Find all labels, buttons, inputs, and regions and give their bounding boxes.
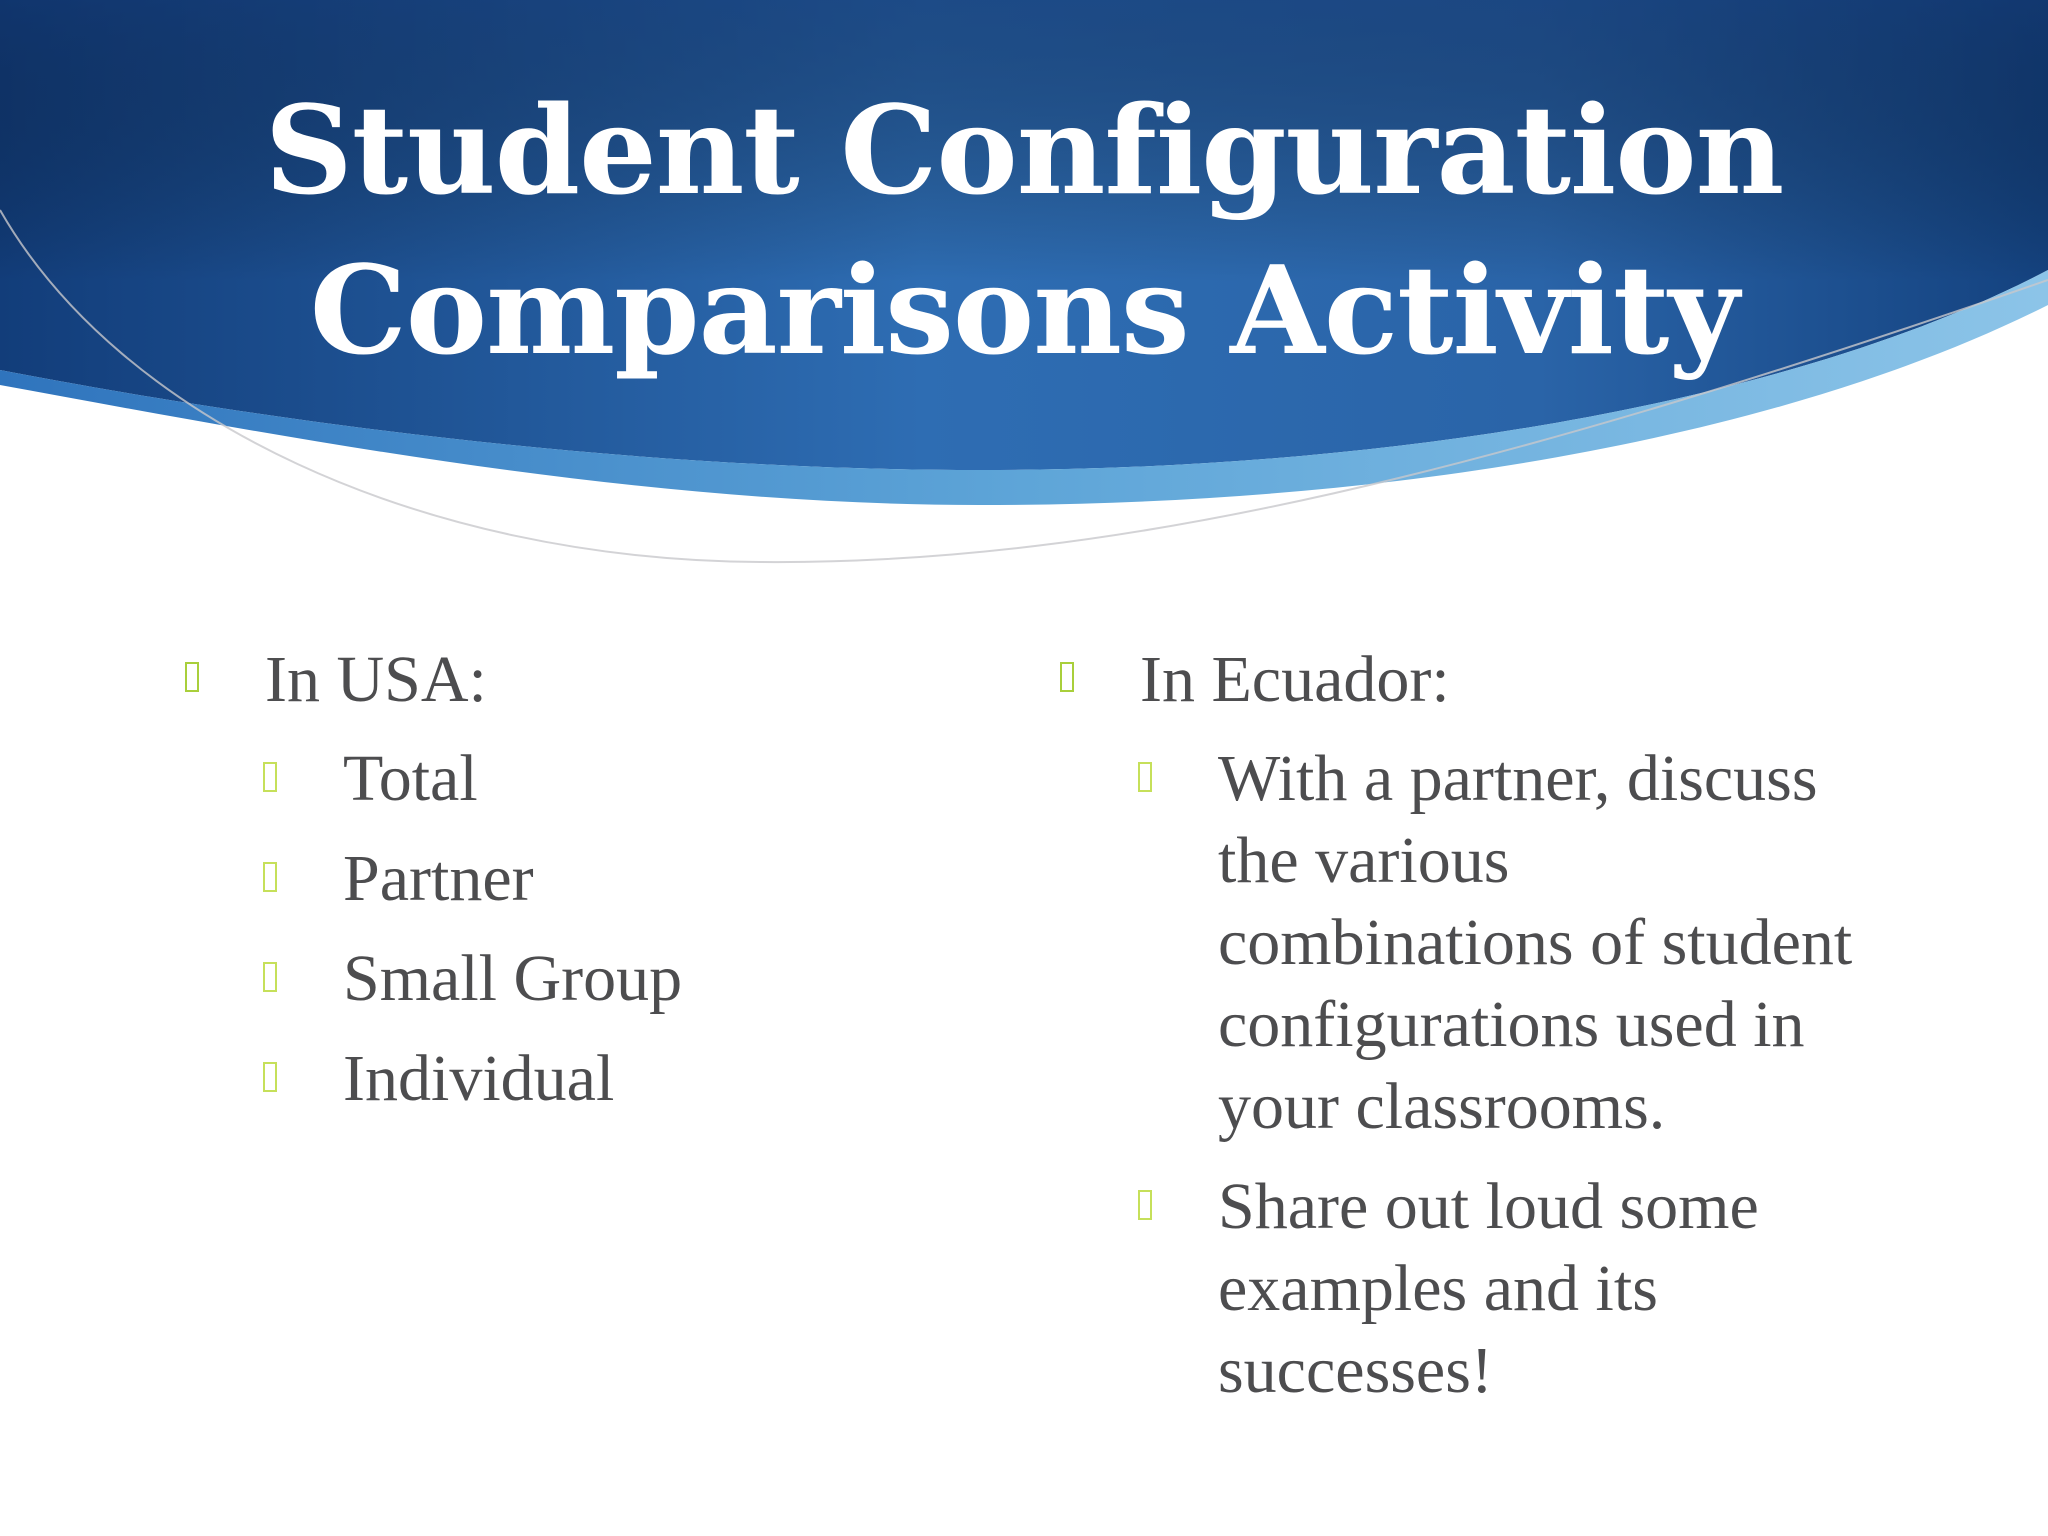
bullet-icon xyxy=(1138,762,1152,792)
right-heading-item xyxy=(1060,640,1960,720)
bullet-icon xyxy=(263,1062,277,1092)
list-item-text: Total xyxy=(343,742,478,815)
list-item-text: Individual xyxy=(343,1042,615,1115)
list-item-text: With a partner, discuss the various combinations of student configurations used in your classrooms. xyxy=(1218,742,1853,1143)
list-item-text: Small Group xyxy=(343,942,683,1015)
bullet-icon xyxy=(1138,1190,1152,1220)
left-heading-item xyxy=(185,640,965,720)
bullet-icon xyxy=(263,862,277,892)
left-column xyxy=(185,640,965,1120)
right-heading: In Ecuador: xyxy=(1140,643,1450,716)
list-item-text: Share out loud some examples and its successes! xyxy=(1218,1170,1759,1407)
right-column xyxy=(1060,640,1960,1412)
bullet-icon xyxy=(1060,662,1074,692)
list-item xyxy=(263,1038,965,1120)
list-item xyxy=(263,838,965,920)
bullet-icon xyxy=(263,962,277,992)
left-heading: In USA: xyxy=(265,643,487,716)
title-line-1: Student Configuration xyxy=(264,78,1784,222)
list-item xyxy=(263,738,965,820)
list-item xyxy=(263,938,965,1020)
bullet-icon xyxy=(185,662,199,692)
list-item xyxy=(1138,1166,1838,1412)
list-item-text: Partner xyxy=(343,842,534,915)
list-item xyxy=(1138,738,1858,1148)
slide-title xyxy=(0,70,2048,390)
title-line-2: Comparisons Activity xyxy=(309,238,1739,382)
bullet-icon xyxy=(263,762,277,792)
